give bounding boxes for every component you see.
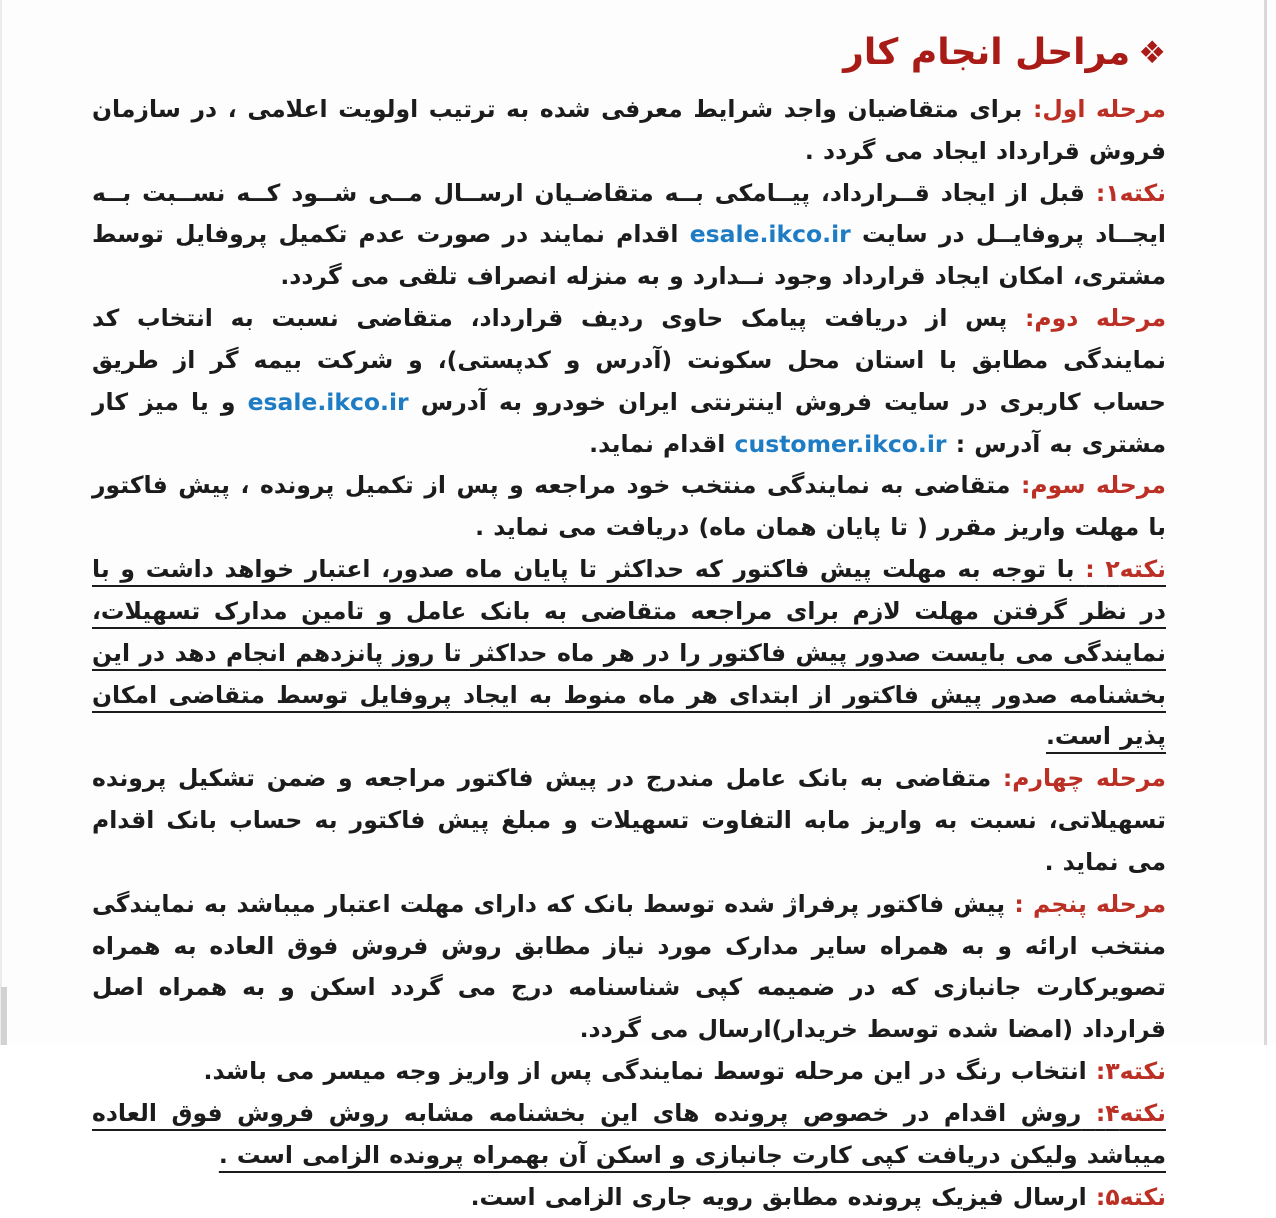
stage-1-label: مرحله اول: [1032,95,1166,123]
paragraph-stage-4 [92,758,1166,883]
note-2-text-0: با توجه به مهلت پیش فاکتور که حداکثر تا پایان ماه صدور، اعتبار خواهد داشت و با در نظر گرفتن مهلت لازم برای مراجعه متقاضی به بانک عامل و تامین مدارک تسهیلات، نمایندگی می بایست صدور پیش فاکتور را در هر ماه حداکثر تا روز پانزدهم انجام دهد در این بخشنامه صدور پیش فاکتور از ابتدای هر ماه منوط به ایجاد پروفایل توسط متقاضی امکان پذیر است. [92,555,1166,751]
link-esale-ikco-ir[interactable]: esale.ikco.ir [689,220,851,249]
stage-4-label: مرحله چهارم: [1002,764,1166,793]
paragraph-note-2 [92,549,1166,758]
link-esale-ikco-ir[interactable]: esale.ikco.ir [247,387,409,416]
note-1-text-2: اقدام نمایند در صورت عدم تکمیل پروفایل توسط مشتری، امکان ایجاد قرارداد وجود نــدارد و به منزله انصراف تلقی می گردد. [92,220,1166,291]
stage-5-text-0: پیش فاکتور پرفراژ شده توسط بانک که دارای مهلت اعتبار میباشد به نمایندگی منتخب ارائه و به همراه سایر مدارک مورد نیاز مطابق روش فروش فوق العاده به همراه تصویرکارت جانبازی که در ضمیمه کپی شناسنامه درج می گردد اسکن و به همراه اصل قرارداد (امضا شده توسط خریدار)ارسال می گردد. [92,889,1166,1044]
note-3-text-0: انتخاب رنگ در این مرحله توسط نمایندگی پس از واریز وجه میسر می باشد. [203,1057,1087,1086]
page-edge-right [1264,0,1267,1045]
note-3-label: نکته۳: [1095,1057,1166,1086]
paragraph-note-4 [92,1093,1166,1177]
paragraph-stage-1 [92,89,1166,173]
stage-2-label: مرحله دوم: [1024,304,1166,333]
stage-5-label: مرحله پنجم : [1014,889,1166,918]
paragraph-stage-5 [92,884,1166,1051]
document-body [92,89,1166,1218]
page-edge-left-bottom [1,987,7,1045]
stage-2-text-4: اقدام نماید. [589,429,726,458]
link-customer-ikco-ir[interactable]: customer.ikco.ir [734,429,947,458]
page-title-text: مراحل انجام کار [843,32,1131,73]
note-5-label: نکته۵: [1095,1182,1166,1211]
stage-2-text-2: و یا میز کار مشتری به آدرس : [92,387,1166,458]
note-4-label: نکته۴: [1095,1098,1166,1127]
paragraph-note-1 [92,173,1166,298]
paragraph-note-5 [92,1177,1166,1218]
diamond-bullet-icon: ❖ [1138,35,1166,71]
note-1-text-0: قبل از ایجاد قــرارداد، پیــامکی بــه متقاضـیان ارســال مــی شــود کــه نســبت بــه ایجــاد پروفایــل در سایت [92,178,1166,249]
stage-3-text-0: متقاضی به نمایندگی منتخب خود مراجعه و پس از تکمیل پرونده ، پیش فاکتور با مهلت واریز مقرر ( تا پایان همان ماه) دریافت می نماید . [92,471,1166,542]
stage-4-text-0: متقاضی به بانک عامل مندرج در پیش فاکتور مراجعه و ضمن تشکیل پرونده تسهیلاتی، نسبت به واریز مابه التفاوت تسهیلات و مبلغ پیش فاکتور به حساب بانک اقدام می نماید . [92,764,1166,876]
stage-1-text-0: برای متقاضیان واجد شرایط معرفی شده به ترتیب اولویت اعلامی ، در سازمان فروش قرارداد ایجاد می گردد . [92,95,1166,165]
paragraph-stage-2 [92,298,1166,465]
page-edge-left [0,0,2,1045]
note-2-label: نکته۲ : [1085,555,1166,584]
stage-3-label: مرحله سوم: [1020,471,1166,500]
page-title [92,32,1166,73]
paragraph-note-3 [92,1051,1166,1093]
note-4-text-0: روش اقدام در خصوص پرونده های این بخشنامه مشابه روش فروش فوق العاده میباشد ولیکن دریافت کپی کارت جانبازی و اسکن آن بهمراه پرونده الزامی است . [92,1098,1166,1169]
stage-2-text-0: پس از دریافت پیامک حاوی ردیف قرارداد، متقاضی نسبت به انتخاب کد نمایندگی مطابق با استان محل سکونت (آدرس و کدپستی)، و شرکت بیمه گر از طریق حساب کاربری در سایت فروش اینترنتی ایران خودرو به آدرس [92,304,1166,416]
note-1-label: نکته۱: [1095,178,1166,207]
paragraph-stage-3 [92,465,1166,549]
note-5-text-0: ارسال فیزیک پرونده مطابق رویه جاری الزامی است. [470,1182,1087,1211]
